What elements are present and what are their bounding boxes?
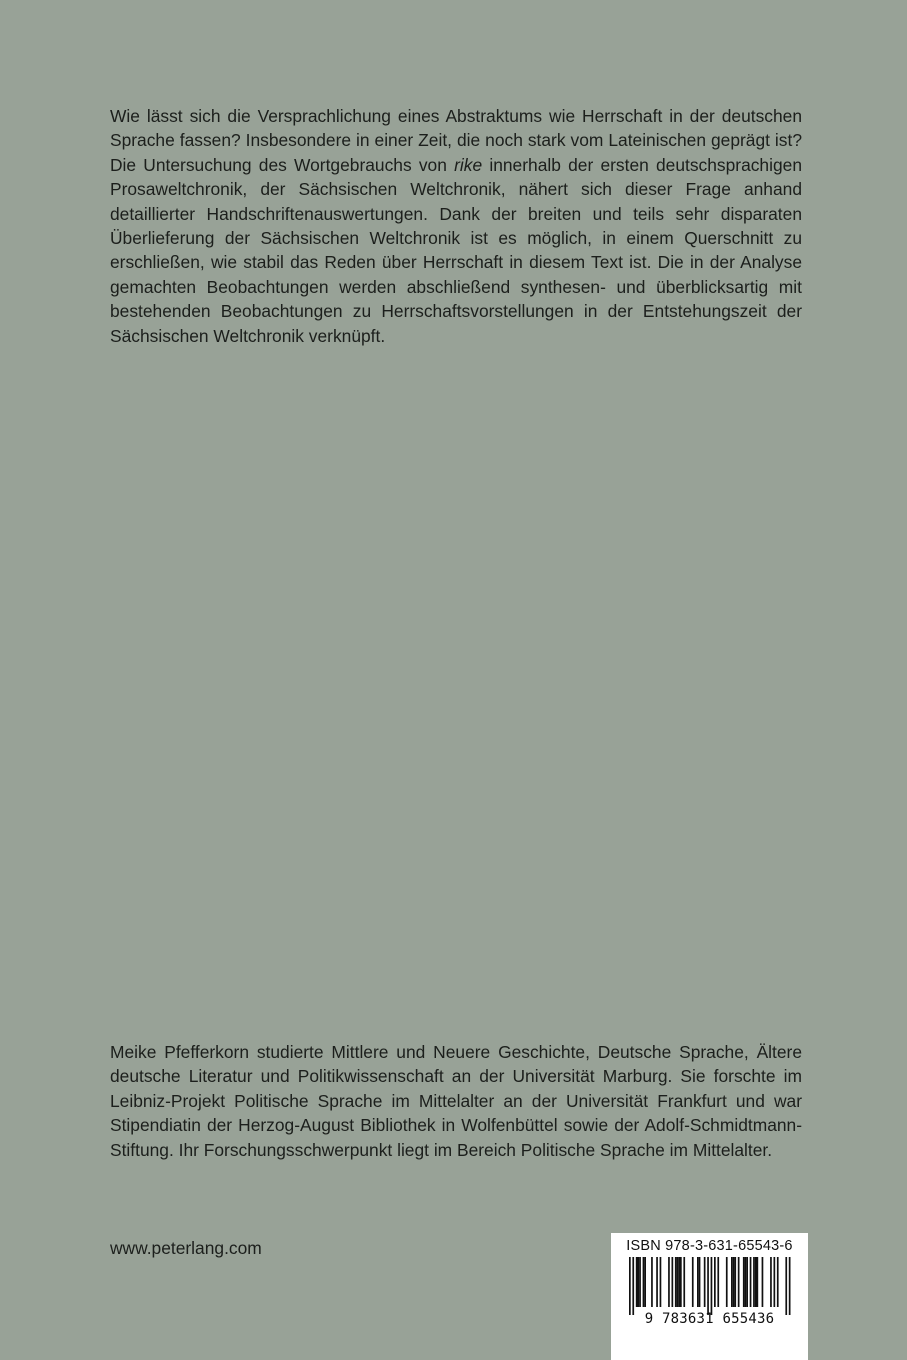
- barcode-bar: [677, 1257, 679, 1307]
- barcode-bar: [638, 1257, 640, 1307]
- barcode-bar: [785, 1257, 787, 1315]
- ean-digits: 9 783631 655436: [644, 1311, 775, 1327]
- back-cover-abstract: [110, 104, 802, 348]
- barcode-bar: [656, 1257, 658, 1307]
- barcode-bar: [660, 1257, 662, 1307]
- barcode-bar: [738, 1257, 740, 1307]
- barcode-bar: [639, 1257, 641, 1307]
- barcode-bar: [672, 1257, 674, 1307]
- barcode-bar: [675, 1257, 677, 1307]
- barcode-bar: [753, 1257, 755, 1307]
- barcode-bar: [683, 1257, 685, 1307]
- barcode-bar: [707, 1257, 709, 1315]
- publisher-url: www.peterlang.com: [110, 1238, 262, 1258]
- isbn-label: ISBN 978-3-631-65543-6: [626, 1238, 793, 1254]
- barcode-bar: [734, 1257, 736, 1307]
- barcode-bar: [692, 1257, 694, 1307]
- barcode-bar: [678, 1257, 680, 1307]
- barcode-bar: [726, 1257, 728, 1307]
- barcode-bar: [697, 1257, 699, 1307]
- barcode-bar: [704, 1257, 706, 1307]
- barcode-bar: [774, 1257, 776, 1307]
- barcode-bar: [699, 1257, 701, 1307]
- barcode-bar: [746, 1257, 748, 1307]
- barcode-bar: [632, 1257, 634, 1315]
- barcode-bar: [668, 1257, 670, 1307]
- barcode-bar: [651, 1257, 653, 1307]
- barcode-bar: [644, 1257, 646, 1307]
- barcode-bar: [770, 1257, 772, 1307]
- barcode-bar: [629, 1257, 631, 1315]
- barcode-bar: [733, 1257, 735, 1307]
- abstract-italic-term: rike: [454, 154, 483, 175]
- abstract-text-part-2: innerhalb der ersten deutschsprachigen Prosaweltchronik, der Sächsischen Weltchronik, nähert sich dieser Frage anhand detaillierter Handschriftenauswertungen. Dank der breiten und teils sehr disparaten Überlieferung der Sächsischen Weltchronik ist es möglich, in einem Querschnitt zu erschließen, wie stabil das Reden über Herrschaft in diesem Text ist. Die in der Analyse gemachten Beobachtungen werden abschließend synthesen- und überblicksartig mit bestehenden Beobachtungen zu Herrschaftsvorstellungen in der Entstehungszeit der Sächsischen Weltchronik verknüpft.: [110, 154, 802, 346]
- barcode-bar: [755, 1257, 757, 1307]
- barcode-bar: [680, 1257, 682, 1307]
- barcode-bars: [615, 1257, 804, 1319]
- barcode-bar: [750, 1257, 752, 1307]
- barcode-bar: [757, 1257, 759, 1307]
- barcode-bar: [636, 1257, 638, 1307]
- barcode-bar: [711, 1257, 713, 1315]
- author-biography: Meike Pfefferkorn studierte Mittlere und Neuere Geschichte, Deutsche Sprache, Ältere deutsche Literatur und Politikwissenschaft an der Universität Marburg. Sie forschte im Leibniz-Projekt Politische Sprache im Mittelalter an der Universität Frankfurt und war Stipendiatin der Herzog-August Bibliothek in Wolfenbüttel sowie der Adolf-Schmidtmann-Stiftung. Ihr Forschungsschwerpunkt liegt im Bereich Politische Sprache im Mittelalter.: [110, 1042, 802, 1160]
- barcode-bar: [762, 1257, 764, 1307]
- barcode-bar: [743, 1257, 745, 1307]
- barcode-bar: [789, 1257, 791, 1315]
- abstract-text-part-1: Wie lässt sich die Versprachlichung eines Abstraktums wie Herrschaft in der deutschen Sprache fassen? Insbesondere in einer Zeit, die noch stark vom Lateinischen geprägt ist? Die Untersuchung des Wortgebrauchs von: [110, 106, 802, 175]
- barcode-bar: [731, 1257, 733, 1307]
- isbn-barcode: [611, 1233, 808, 1360]
- barcode-bar: [714, 1257, 716, 1307]
- barcode-bar: [717, 1257, 719, 1307]
- barcode-bar: [745, 1257, 747, 1307]
- barcode-bar: [777, 1257, 779, 1307]
- barcode-bar: [643, 1257, 645, 1307]
